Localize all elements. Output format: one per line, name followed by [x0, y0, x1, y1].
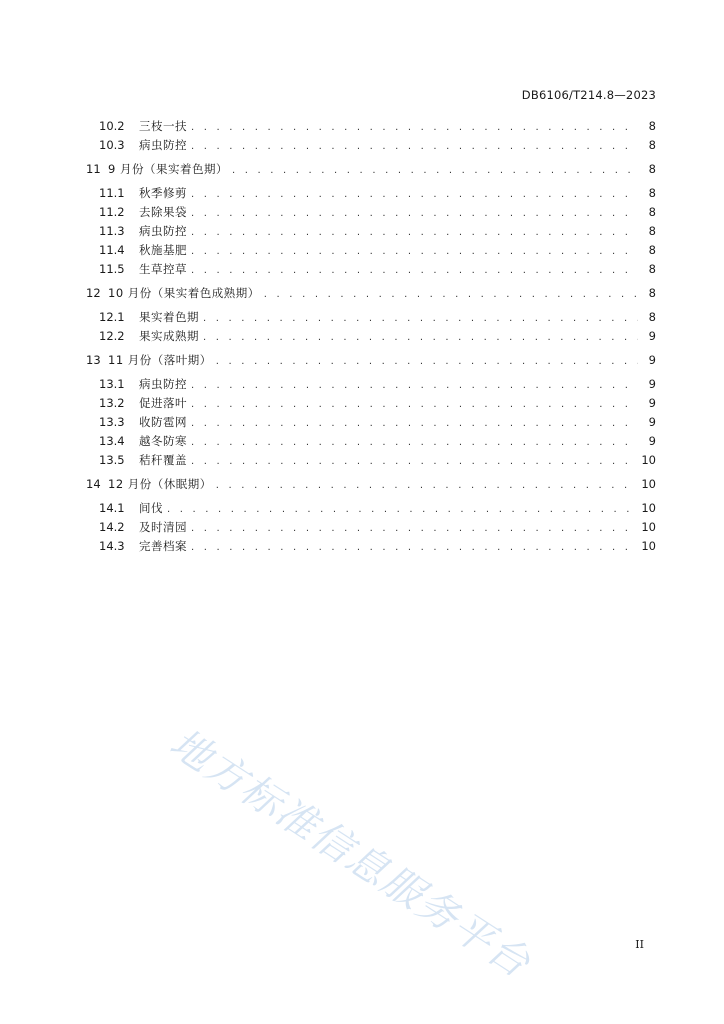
toc-entry[interactable] — [86, 375, 656, 394]
toc-entry-number: 13.2 — [99, 396, 125, 410]
toc-leader-dots — [264, 285, 638, 304]
toc-entry[interactable] — [86, 117, 656, 136]
toc-entry-title: 病虫防控 — [139, 138, 187, 152]
toc-leader-dots — [191, 204, 638, 223]
toc-entry-title: 12 月份（休眠期） — [108, 477, 212, 491]
toc-leader-dots — [191, 242, 638, 261]
toc-entry[interactable] — [86, 222, 656, 241]
toc-leader-dots — [191, 223, 638, 242]
toc-entry-number: 12.2 — [99, 329, 125, 343]
table-of-contents — [86, 117, 656, 556]
toc-entry-page: 10 — [641, 477, 656, 491]
toc-entry-page: 9 — [648, 396, 656, 410]
toc-entry-title: 完善档案 — [139, 539, 187, 553]
toc-entry-page: 9 — [648, 415, 656, 429]
toc-entry-page: 8 — [648, 243, 656, 257]
toc-entry[interactable] — [86, 203, 656, 222]
toc-leader-dots — [191, 261, 638, 280]
toc-entry-title: 生草控草 — [139, 262, 187, 276]
toc-entry-number: 12 — [86, 286, 101, 300]
toc-entry-title: 三枝一扶 — [139, 119, 187, 133]
toc-entry-number: 14.1 — [99, 501, 125, 515]
toc-leader-dots — [191, 452, 637, 471]
toc-entry-title: 及时清园 — [139, 520, 187, 534]
toc-entry-page: 8 — [648, 224, 656, 238]
toc-leader-dots — [167, 500, 637, 519]
toc-entry-number: 12.1 — [99, 310, 125, 324]
toc-entry[interactable] — [86, 475, 656, 494]
toc-entry-number: 13.1 — [99, 377, 125, 391]
toc-entry-number: 11.3 — [99, 224, 125, 238]
toc-entry-number: 11 — [86, 162, 101, 176]
toc-entry-number: 10.2 — [99, 119, 125, 133]
toc-entry[interactable] — [86, 451, 656, 470]
toc-entry-page: 10 — [641, 453, 656, 467]
toc-leader-dots — [191, 538, 637, 557]
toc-entry-number: 11.4 — [99, 243, 125, 257]
toc-entry-page: 9 — [648, 329, 656, 343]
toc-entry-title: 果实着色期 — [139, 310, 199, 324]
toc-entry[interactable] — [86, 413, 656, 432]
toc-leader-dots — [191, 137, 638, 156]
toc-entry[interactable] — [86, 518, 656, 537]
toc-entry-page: 8 — [648, 119, 656, 133]
toc-entry[interactable] — [86, 394, 656, 413]
toc-entry[interactable] — [86, 537, 656, 556]
toc-entry-title: 11 月份（落叶期） — [108, 353, 212, 367]
toc-entry[interactable] — [86, 432, 656, 451]
toc-leader-dots — [216, 476, 638, 495]
toc-entry-title: 越冬防寒 — [139, 434, 187, 448]
toc-entry-page: 8 — [648, 205, 656, 219]
document-code: DB6106/T214.8—2023 — [521, 88, 656, 102]
toc-leader-dots — [203, 309, 638, 328]
toc-entry-page: 8 — [648, 162, 656, 176]
toc-entry-title: 秋施基肥 — [139, 243, 187, 257]
toc-entry-page: 10 — [641, 501, 656, 515]
toc-leader-dots — [216, 352, 638, 371]
toc-leader-dots — [191, 118, 638, 137]
toc-entry[interactable] — [86, 260, 656, 279]
toc-entry-number: 11.5 — [99, 262, 125, 276]
toc-entry-title: 病虫防控 — [139, 377, 187, 391]
page-number: II — [635, 938, 644, 951]
toc-leader-dots — [191, 185, 638, 204]
toc-entry[interactable] — [86, 241, 656, 260]
toc-entry-title: 秸秆覆盖 — [139, 453, 187, 467]
toc-entry-number: 14 — [86, 477, 101, 491]
toc-entry[interactable] — [86, 327, 656, 346]
toc-entry-title: 促进落叶 — [139, 396, 187, 410]
toc-entry-number: 13.4 — [99, 434, 125, 448]
toc-entry-page: 8 — [648, 286, 656, 300]
toc-entry-page: 8 — [648, 262, 656, 276]
watermark: 地方标准信息服务平台 — [161, 720, 539, 988]
toc-entry-page: 8 — [648, 138, 656, 152]
toc-entry-title: 10 月份（果实着色成熟期） — [108, 286, 260, 300]
toc-leader-dots — [203, 328, 638, 347]
toc-entry-number: 13 — [86, 353, 101, 367]
toc-entry-title: 9 月份（果实着色期） — [108, 162, 228, 176]
toc-entry[interactable] — [86, 499, 656, 518]
toc-entry-page: 10 — [641, 539, 656, 553]
toc-entry[interactable] — [86, 184, 656, 203]
toc-entry-page: 10 — [641, 520, 656, 534]
toc-entry-title: 收防雹网 — [139, 415, 187, 429]
toc-leader-dots — [191, 519, 637, 538]
toc-leader-dots — [191, 433, 638, 452]
toc-leader-dots — [232, 161, 638, 180]
toc-entry-title: 病虫防控 — [139, 224, 187, 238]
toc-entry[interactable] — [86, 351, 656, 370]
toc-leader-dots — [191, 395, 638, 414]
toc-entry-page: 9 — [648, 434, 656, 448]
toc-entry-title: 去除果袋 — [139, 205, 187, 219]
toc-entry-title: 秋季修剪 — [139, 186, 187, 200]
toc-entry-page: 8 — [648, 186, 656, 200]
toc-entry-number: 11.1 — [99, 186, 125, 200]
toc-entry-page: 9 — [648, 377, 656, 391]
toc-entry[interactable] — [86, 136, 656, 155]
toc-entry[interactable] — [86, 160, 656, 179]
toc-entry-page: 9 — [648, 353, 656, 367]
toc-entry-number: 13.3 — [99, 415, 125, 429]
toc-entry-number: 10.3 — [99, 138, 125, 152]
toc-entry[interactable] — [86, 284, 656, 303]
toc-entry-number: 11.2 — [99, 205, 125, 219]
toc-leader-dots — [191, 414, 638, 433]
toc-entry-number: 14.3 — [99, 539, 125, 553]
toc-leader-dots — [191, 376, 638, 395]
toc-entry-title: 果实成熟期 — [139, 329, 199, 343]
toc-entry-number: 14.2 — [99, 520, 125, 534]
toc-entry-page: 8 — [648, 310, 656, 324]
toc-entry[interactable] — [86, 308, 656, 327]
toc-entry-number: 13.5 — [99, 453, 125, 467]
toc-entry-title: 间伐 — [139, 501, 163, 515]
